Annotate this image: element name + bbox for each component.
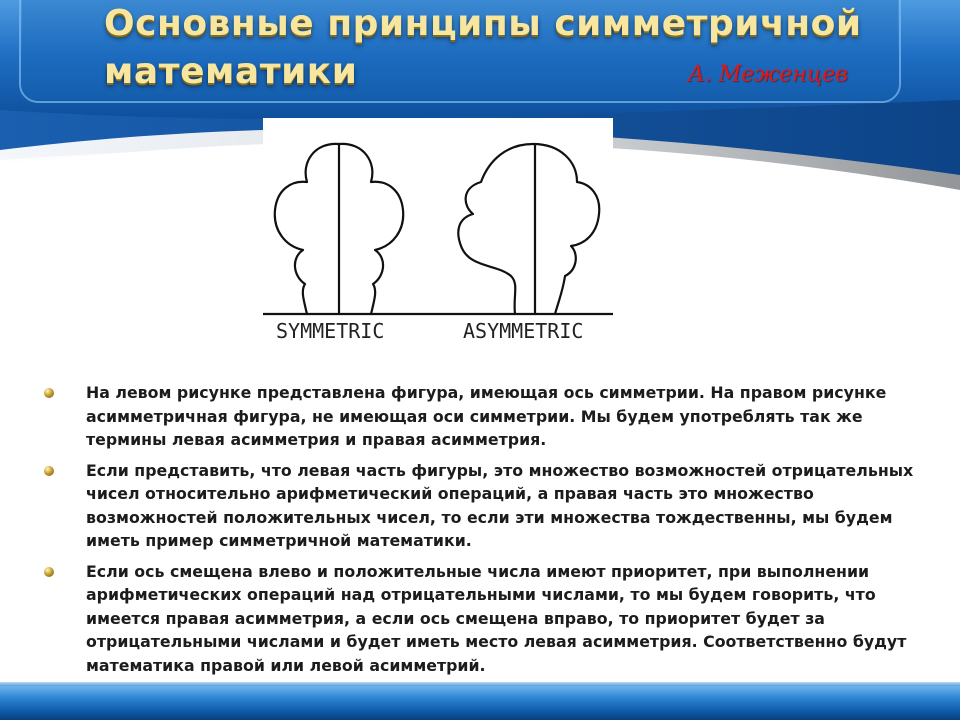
bullet-text: Если представить, что левая часть фигуры, это множество возможностей отрицательных чисел относительно арифметический операций, а правая часть это множество возможностей положительных чисел, то если эти множества тождественны, мы будем иметь пример симметричной математики. (86, 460, 914, 550)
list-item (44, 381, 924, 452)
footer-bar (0, 686, 960, 720)
label-symmetric: SYMMETRIC (276, 319, 385, 343)
bullet-text: Если ось смещена влево и положительные числа имеют приоритет, при выполнении арифметических операций над отрицательными числами, то мы будем говорить, что имеется правая асимметрия, а если ось смещена вправо, то приоритет будет за отрицательными числами и будет иметь место левая асимметрия. Соответственно будут математика правой или левой асимметрий. (86, 561, 907, 675)
author-signature: А. Меженцев (688, 62, 848, 87)
label-asymmetric: ASYMMETRIC (463, 319, 584, 343)
bullet-icon (44, 466, 54, 476)
list-item (44, 560, 924, 678)
tree-illustration (263, 118, 613, 356)
bullet-list (44, 381, 924, 684)
title-line-1: Основные принципы симметричной (104, 3, 862, 44)
list-item (44, 459, 924, 553)
bullet-text: На левом рисунке представлена фигура, имеющая ось симметрии. На правом рисунке асимметричная фигура, не имеющая оси симметрии. Мы будем употреблять так же термины левая асимметрия и правая асимметрия. (86, 383, 887, 449)
bullet-icon (44, 388, 54, 398)
symmetry-figure (263, 118, 613, 356)
asymmetric-tree-outline (458, 144, 599, 314)
bullet-icon (44, 567, 54, 577)
title-line-2: математики (104, 51, 358, 92)
